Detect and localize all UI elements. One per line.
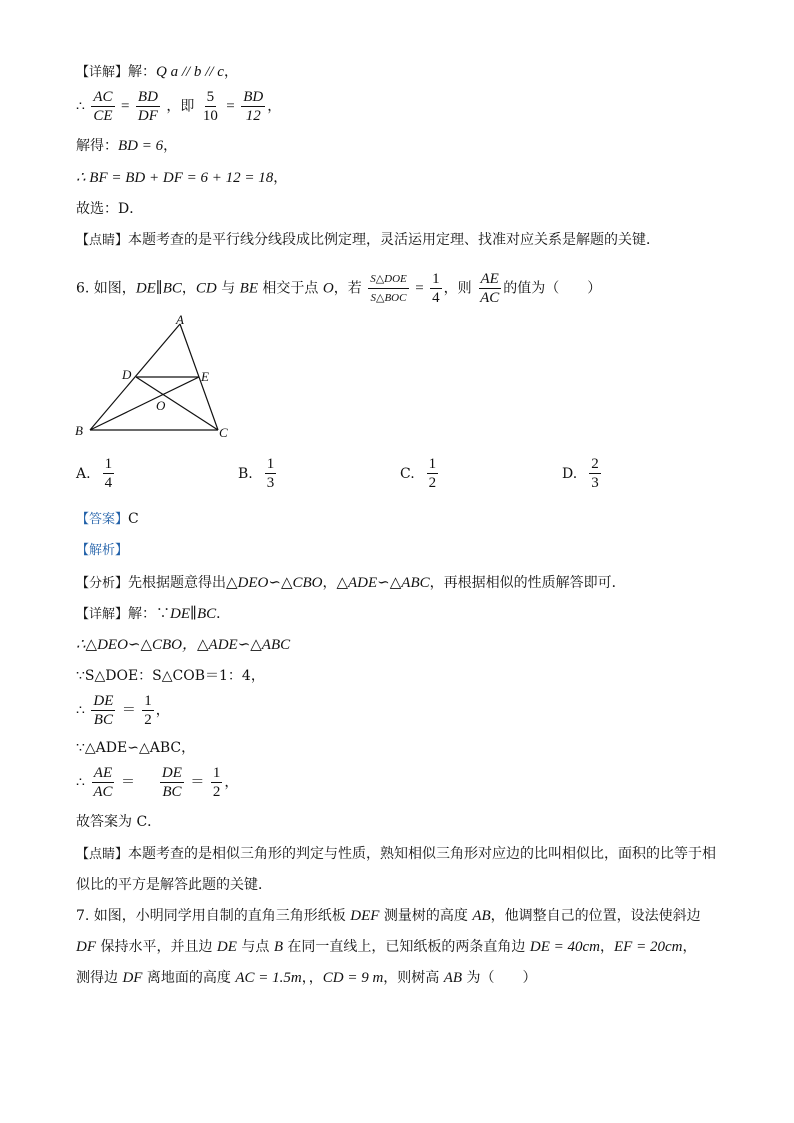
option-a[interactable]: A. $\frac{1}{4}$ xyxy=(76,456,113,491)
label-d: D xyxy=(122,367,132,382)
fraction-ae-ac-2: $\frac{AE}{AC}$ xyxy=(93,765,113,800)
fraction-ac-ce: $\frac{AC}{CE}$ xyxy=(93,89,113,124)
fraction-1-4: $\frac{1}{4}$ xyxy=(432,271,440,306)
answer-line: 【答案】C xyxy=(76,511,139,527)
dianjing-line-2: 似比的平方是解答此题的关键． xyxy=(76,877,272,893)
label-b: B xyxy=(75,423,83,438)
prev-bf-line: ∴ BF = BD + DF = 6 + 12 = 18， xyxy=(76,170,288,186)
fraction-bd-df: $\frac{BD}{DF}$ xyxy=(137,89,158,124)
label-a: A xyxy=(176,312,184,327)
question-7-line-2: DF 保持水平，并且边 DE 与点 B 在同一直线上，已知纸板的两条直角边 DE = 40cm，EF = 20cm， xyxy=(76,939,697,955)
detail-line-4: ∴ $\frac{DE}{BC}$ ＝ $\frac{1}{2}$ ， xyxy=(76,693,170,728)
analysis-summary: 【分析】先根据题意得出△DEO∽△CBO，△ADE∽△ABC，再根据相似的性质解答即可． xyxy=(76,575,626,591)
fraction-1-2: $\frac{1}{2}$ xyxy=(144,693,152,728)
segment-be xyxy=(90,377,199,430)
question-6-stem: 6. 如图，DE∥BC，CD 与 BE 相交于点 O，若 $\frac{\text{S△DOE}}{\text{S△BOC}}$ = $\frac{1}{4}$ ，则 $\frac{AE}{AC}$ 的值为（ ） xyxy=(76,271,602,306)
detail-line-3: ∵S△DOE：S△COB＝1：4， xyxy=(76,668,265,684)
detail-line-1: 【详解】解：∵DE∥BC． xyxy=(76,606,231,622)
prev-choose-line: 故选：D． xyxy=(76,201,144,217)
fraction-de-bc: $\frac{DE}{BC}$ xyxy=(93,693,114,728)
prev-solve-line: 解得：BD = 6， xyxy=(76,138,178,154)
option-b[interactable]: B. $\frac{1}{3}$ xyxy=(238,456,275,491)
detail-line-6: ∴ $\frac{AE}{AC}$ ＝ $\frac{DE}{BC}$ ＝ $\frac{1}{2}$ ， xyxy=(76,765,239,800)
label-o: O xyxy=(156,398,166,413)
fraction-ae-ac: $\frac{AE}{AC}$ xyxy=(480,271,500,306)
prev-dianjing-line: 【点睛】本题考查的是平行线分线段成比例定理，灵活运用定理、找准对应关系是解题的关键． xyxy=(76,232,661,248)
fraction-5-10: $\frac{5}{10}$ xyxy=(202,89,218,124)
fraction-de-bc-2: $\frac{DE}{BC}$ xyxy=(161,765,182,800)
option-c[interactable]: C. $\frac{1}{2}$ xyxy=(400,456,437,491)
option-d[interactable]: D. $\frac{2}{3}$ xyxy=(562,456,599,491)
fraction-area-ratio: $\frac{\text{S△DOE}}{\text{S△BOC}}$ xyxy=(368,270,409,307)
detail-line-2: ∴△DEO∽△CBO，△ADE∽△ABC xyxy=(76,637,291,653)
fraction-1-2-b: $\frac{1}{2}$ xyxy=(212,765,221,800)
dianjing-line-1: 【点睛】本题考查的是相似三角形的判定与性质，熟知相似三角形对应边的比叫相似比，面积的比等于相 xyxy=(76,846,717,862)
segment-cd xyxy=(136,377,218,430)
detail-line-5: ∵△ADE∽△ABC， xyxy=(76,740,196,756)
label-e: E xyxy=(201,369,209,384)
prev-ratio-line: ∴ $\frac{AC}{CE}$ = $\frac{BD}{DF}$ ，即 $\frac{5}{10}$ = $\frac{BD}{12}$ ， xyxy=(76,89,282,124)
label-c: C xyxy=(219,425,228,440)
question-7-line-3: 测得边 DF 离地面的高度 AC = 1.5m，，CD = 9 m，则树高 AB 为（ ） xyxy=(76,970,537,986)
question-7-line-1: 7. 如图，小明同学用自制的直角三角形纸板 DEF 测量树的高度 AB，他调整自己的位置，设法使斜边 xyxy=(76,908,701,924)
prev-detail-line-1: 【详解】解：Q a // b // c， xyxy=(76,64,238,80)
fraction-bd-12: $\frac{BD}{12}$ xyxy=(243,89,264,124)
detail-line-7: 故答案为 C． xyxy=(76,814,162,830)
triangle-diagram xyxy=(70,310,240,445)
analysis-heading: 【解析】 xyxy=(76,543,129,558)
